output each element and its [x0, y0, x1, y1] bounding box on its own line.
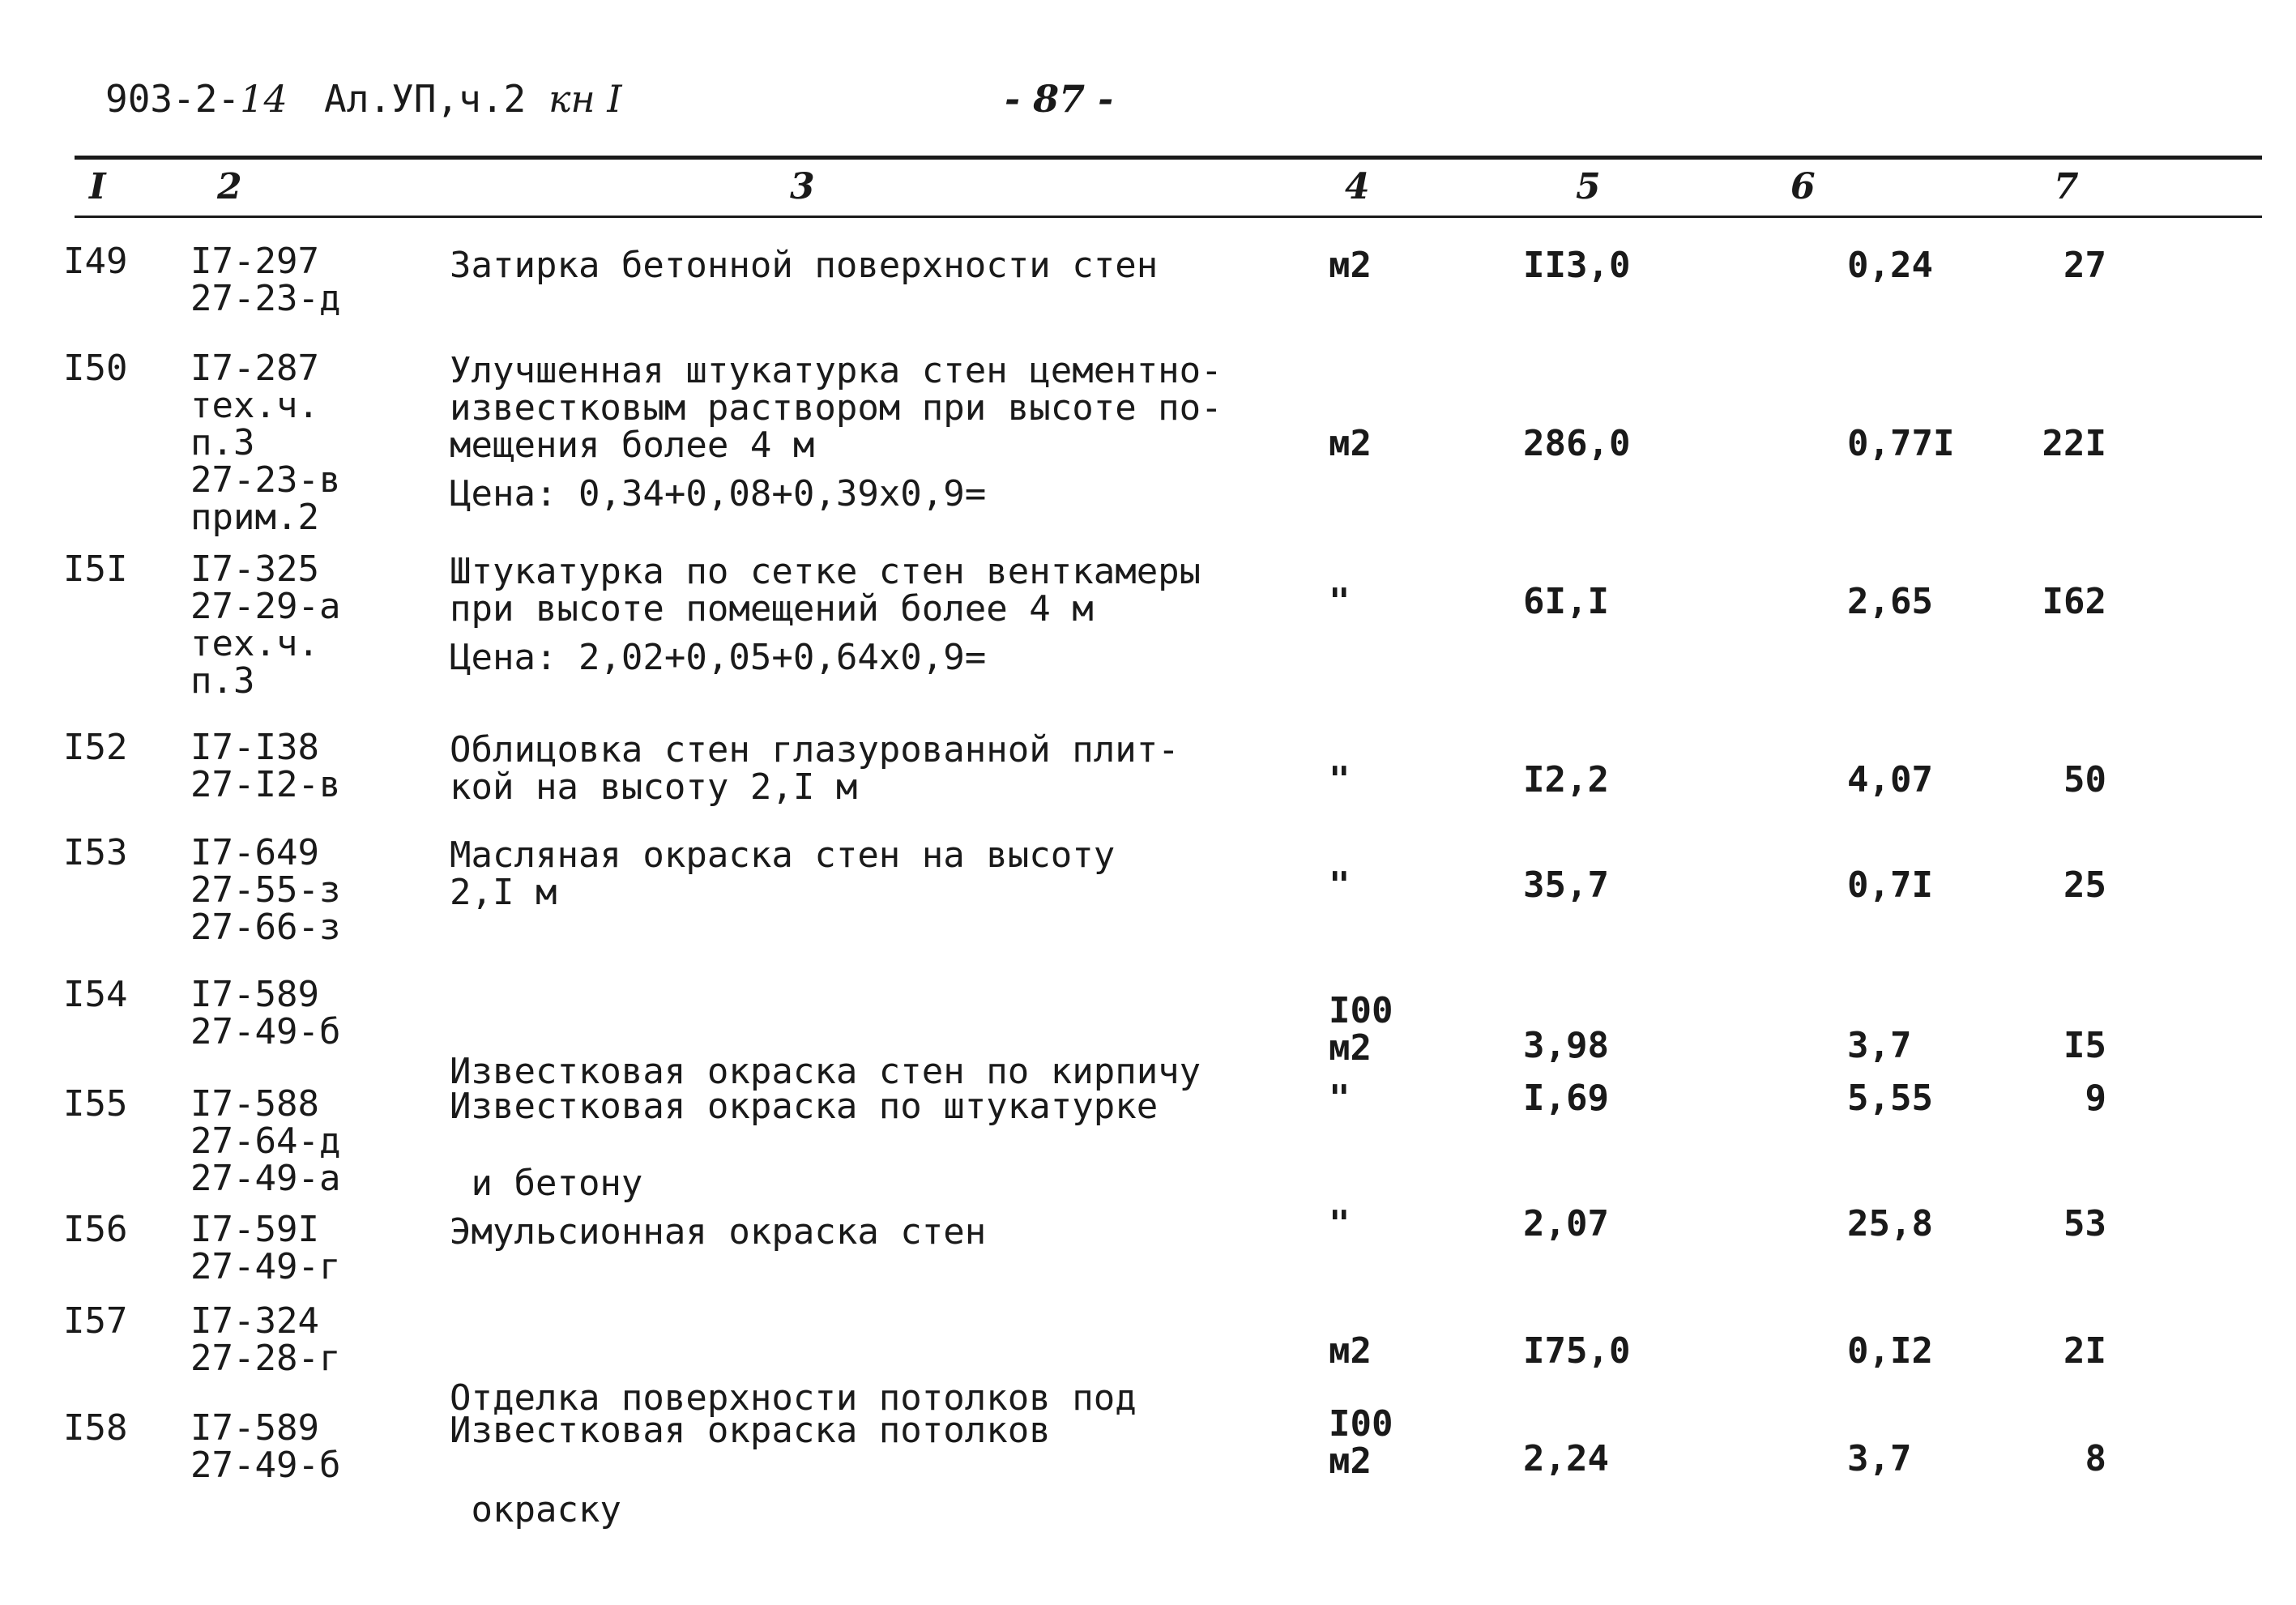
row-codes	[190, 243, 340, 318]
row-quantity: 35,7	[1523, 864, 1609, 906]
row-number: I56	[63, 1209, 128, 1250]
code-line: I7-I38	[190, 727, 319, 768]
album-label: Ал.УП,ч.2	[324, 77, 527, 121]
code-line: I7-589	[190, 1407, 319, 1449]
row-rate: 0,7I	[1847, 864, 1933, 906]
code-line: I7-287	[190, 348, 319, 389]
row-description	[450, 352, 1223, 513]
row-number: I53	[63, 832, 128, 873]
row-codes	[190, 1083, 341, 1199]
code-line: п.3	[190, 660, 255, 702]
code-line: I7-59I	[190, 1209, 319, 1250]
row-rate: 25,8	[1847, 1203, 1933, 1244]
unit-line: I00	[1329, 990, 1393, 1031]
row-quantity: 286,0	[1523, 423, 1631, 464]
column-number-1: I	[89, 166, 106, 207]
code-line: 27-49-а	[190, 1158, 341, 1199]
code-line: 27-64-д	[190, 1121, 341, 1162]
row-quantity: II3,0	[1523, 245, 1631, 286]
row-description	[450, 1412, 1051, 1449]
row-number: I57	[63, 1300, 128, 1342]
page-number: - 87 -	[1005, 77, 1114, 121]
row-rate: 4,07	[1847, 759, 1933, 800]
row-unit	[1329, 992, 1393, 1067]
header-rule	[75, 216, 2262, 218]
price-formula: Цена: 2,02+0,05+0,64х0,9=	[450, 637, 987, 678]
column-number-6: 6	[1790, 166, 1816, 207]
description-line: Известковая окраска потолков	[450, 1410, 1051, 1451]
row-quantity: I2,2	[1523, 759, 1609, 800]
row-total: 22I	[2042, 423, 2106, 464]
row-description	[450, 1305, 1137, 1603]
row-unit: м2	[1329, 1330, 1372, 1372]
code-line: 27-55-з	[190, 869, 341, 911]
row-codes	[190, 832, 341, 948]
unit-line: I00	[1329, 1403, 1393, 1445]
row-unit: м2	[1329, 245, 1372, 286]
description-line: мещения более 4 м	[450, 425, 815, 466]
description-line: Масляная окраска стен на высоту	[450, 835, 1116, 876]
row-number: I50	[63, 348, 128, 389]
row-description	[450, 553, 1201, 677]
row-quantity: I75,0	[1523, 1330, 1631, 1372]
description-line: Затирка бетонной поверхности стен	[450, 245, 1159, 286]
column-number-3: 3	[790, 166, 815, 207]
code-line: п.3	[190, 422, 255, 463]
row-unit: м2	[1329, 423, 1372, 464]
row-codes	[190, 1407, 341, 1486]
column-number-5: 5	[1576, 166, 1601, 207]
code-line: тех.ч.	[190, 623, 319, 664]
description-line: 2,I м	[450, 872, 557, 913]
row-codes	[190, 976, 340, 1051]
description-line: Эмульсионная окраска стен	[450, 1211, 987, 1253]
code-line: 27-49-г	[190, 1246, 341, 1287]
code-line: I7-649	[190, 832, 319, 873]
row-rate: 0,I2	[1847, 1330, 1933, 1372]
row-quantity: 6I,I	[1523, 581, 1609, 622]
row-rate: 0,24	[1847, 245, 1933, 286]
description-line: окраску	[450, 1489, 621, 1530]
code-line: 27-28-г	[190, 1338, 341, 1379]
row-rate: 0,77I	[1847, 423, 1955, 464]
description-line: кой на высоту 2,I м	[450, 766, 858, 808]
row-total: 53	[2063, 1203, 2106, 1244]
code-line: тех.ч.	[190, 385, 319, 426]
document-code-handwritten: 14	[240, 77, 288, 121]
unit-line: м2	[1329, 1027, 1372, 1069]
row-number: I55	[63, 1083, 128, 1125]
row-unit: "	[1329, 759, 1351, 800]
row-description	[450, 247, 1158, 284]
row-unit	[1329, 1403, 1393, 1482]
row-rate: 3,7	[1847, 1438, 1912, 1479]
row-number: I58	[63, 1407, 128, 1449]
description-line: и бетону	[450, 1163, 643, 1204]
row-codes	[190, 729, 340, 804]
document-code	[105, 77, 288, 121]
row-unit: "	[1329, 864, 1351, 906]
code-line: I7-588	[190, 1083, 319, 1125]
description-line: Штукатурка по сетке стен венткамеры	[450, 551, 1201, 592]
row-codes	[190, 1300, 341, 1379]
column-number-4: 4	[1345, 166, 1370, 207]
description-line: Известковая окраска стен по кирпичу	[450, 1051, 1201, 1092]
row-description	[450, 1088, 1158, 1125]
row-quantity: 2,24	[1523, 1438, 1609, 1479]
column-number-2: 2	[217, 166, 242, 207]
row-total: 27	[2063, 245, 2106, 286]
code-line: 27-66-з	[190, 907, 341, 948]
row-rate: 3,7	[1847, 1025, 1912, 1066]
description-line: известковым раствором при высоте по-	[450, 387, 1223, 429]
row-description	[450, 1211, 987, 1253]
row-total: 2I	[2063, 1330, 2106, 1372]
row-codes	[190, 551, 340, 700]
row-total: I62	[2042, 581, 2106, 622]
description-line: Облицовка стен глазурованной плит-	[450, 729, 1180, 770]
row-rate: 5,55	[1847, 1078, 1933, 1119]
description-line: Отделка поверхности потолков под	[450, 1377, 1137, 1419]
row-description	[450, 837, 1115, 911]
code-line: 27-49-б	[190, 1011, 341, 1052]
code-line: 27-29-а	[190, 586, 341, 627]
row-total: I5	[2063, 1025, 2106, 1066]
row-total: 25	[2063, 864, 2106, 906]
code-line: 27-I2-в	[190, 764, 341, 805]
unit-line: м2	[1329, 1441, 1372, 1482]
row-unit: "	[1329, 1203, 1351, 1244]
code-line: I7-589	[190, 974, 319, 1015]
row-description	[450, 729, 1180, 808]
column-number-7: 7	[2054, 166, 2079, 207]
row-rate: 2,65	[1847, 581, 1933, 622]
row-quantity: 2,07	[1523, 1203, 1609, 1244]
document-code-prefix: 903-2-	[105, 77, 241, 121]
price-formula: Цена: 0,34+0,08+0,39х0,9=	[450, 473, 987, 514]
code-line: I7-324	[190, 1300, 319, 1342]
row-unit: "	[1329, 1078, 1351, 1119]
row-codes	[190, 350, 340, 536]
code-line: I7-325	[190, 549, 319, 590]
book-handwritten: кн I	[548, 77, 622, 121]
row-quantity: 3,98	[1523, 1025, 1609, 1066]
row-total: 50	[2063, 759, 2106, 800]
row-number: I49	[63, 241, 128, 282]
code-line: I7-297	[190, 241, 319, 282]
row-quantity: I,69	[1523, 1078, 1609, 1119]
code-line: прим.2	[190, 497, 319, 538]
code-line: 27-23-д	[190, 278, 341, 319]
description-line: Известковая окраска по штукатурке	[450, 1086, 1159, 1127]
row-total: 8	[2085, 1438, 2106, 1479]
row-number: I52	[63, 727, 128, 768]
row-unit: "	[1329, 581, 1351, 622]
row-number: I5I	[63, 549, 128, 590]
row-number: I54	[63, 974, 128, 1015]
row-codes	[190, 1211, 340, 1286]
description-line: Улучшенная штукатурка стен цементно-	[450, 350, 1223, 391]
top-rule	[75, 156, 2262, 160]
description-line: при высоте помещений более 4 м	[450, 588, 1094, 630]
row-total: 9	[2085, 1078, 2106, 1119]
album-reference	[324, 77, 622, 121]
code-line: 27-49-б	[190, 1445, 341, 1486]
code-line: 27-23-в	[190, 459, 341, 501]
